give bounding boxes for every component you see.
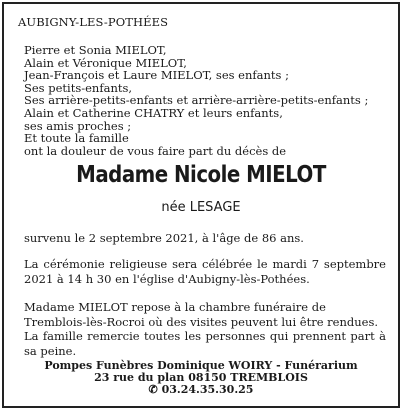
family-line: ses amis proches ; — [24, 118, 132, 133]
town-heading: AUBIGNY-LES-POTHÉES — [18, 15, 169, 29]
thanks-paragraph — [24, 329, 386, 358]
ceremony-line: La cérémonie religieuse sera célébrée le mardi 7 septembre — [24, 257, 386, 271]
family-line: Alain et Véronique MIELOT, — [24, 55, 187, 70]
maiden-name: née LESAGE — [161, 200, 241, 215]
family-list — [24, 44, 368, 157]
funeral-home-phone: ✆ 03.24.35.30.25 — [148, 383, 254, 397]
deceased-name: Madame Nicole MIELOT — [76, 162, 326, 188]
family-line: Ses arrière-petits-enfants et arrière-arrière-petits-enfants ; — [24, 93, 369, 108]
funeral-home-footer — [4, 360, 398, 397]
rest-line: Madame MIELOT repose à la chambre funéraire de — [24, 300, 326, 314]
rest-line: Tremblois-lès-Rocroi où des visites peuvent lui être rendues. — [24, 314, 379, 329]
family-line: Et toute la famille — [24, 131, 129, 146]
family-line: ont la douleur de vous faire part du décès de — [24, 143, 287, 158]
ceremony-line: 2021 à 14 h 30 en l'église d'Aubigny-lès-Pothées. — [24, 271, 310, 286]
family-line: Pierre et Sonia MIELOT, — [24, 43, 167, 57]
thanks-line: sa peine. — [24, 343, 77, 358]
family-line: Jean-François et Laure MIELOT, ses enfants ; — [24, 68, 289, 83]
family-line: Alain et Catherine CHATRY et leurs enfants, — [24, 105, 283, 120]
rest-paragraph — [24, 300, 386, 329]
death-notice — [2, 2, 400, 408]
thanks-line: La famille remercie toutes les personnes qui prennent part à — [24, 329, 386, 343]
death-date-text: survenu le 2 septembre 2021, à l'âge de 86 ans. — [24, 231, 304, 245]
death-date-paragraph — [24, 231, 386, 246]
family-line: Ses petits-enfants, — [24, 80, 133, 95]
funeral-home-name: Pompes Funèbres Dominique WOIRY - Funérarium — [44, 359, 358, 372]
ceremony-paragraph — [24, 257, 386, 286]
funeral-home-address: 23 rue du plan 08150 TREMBLOIS — [94, 371, 308, 385]
